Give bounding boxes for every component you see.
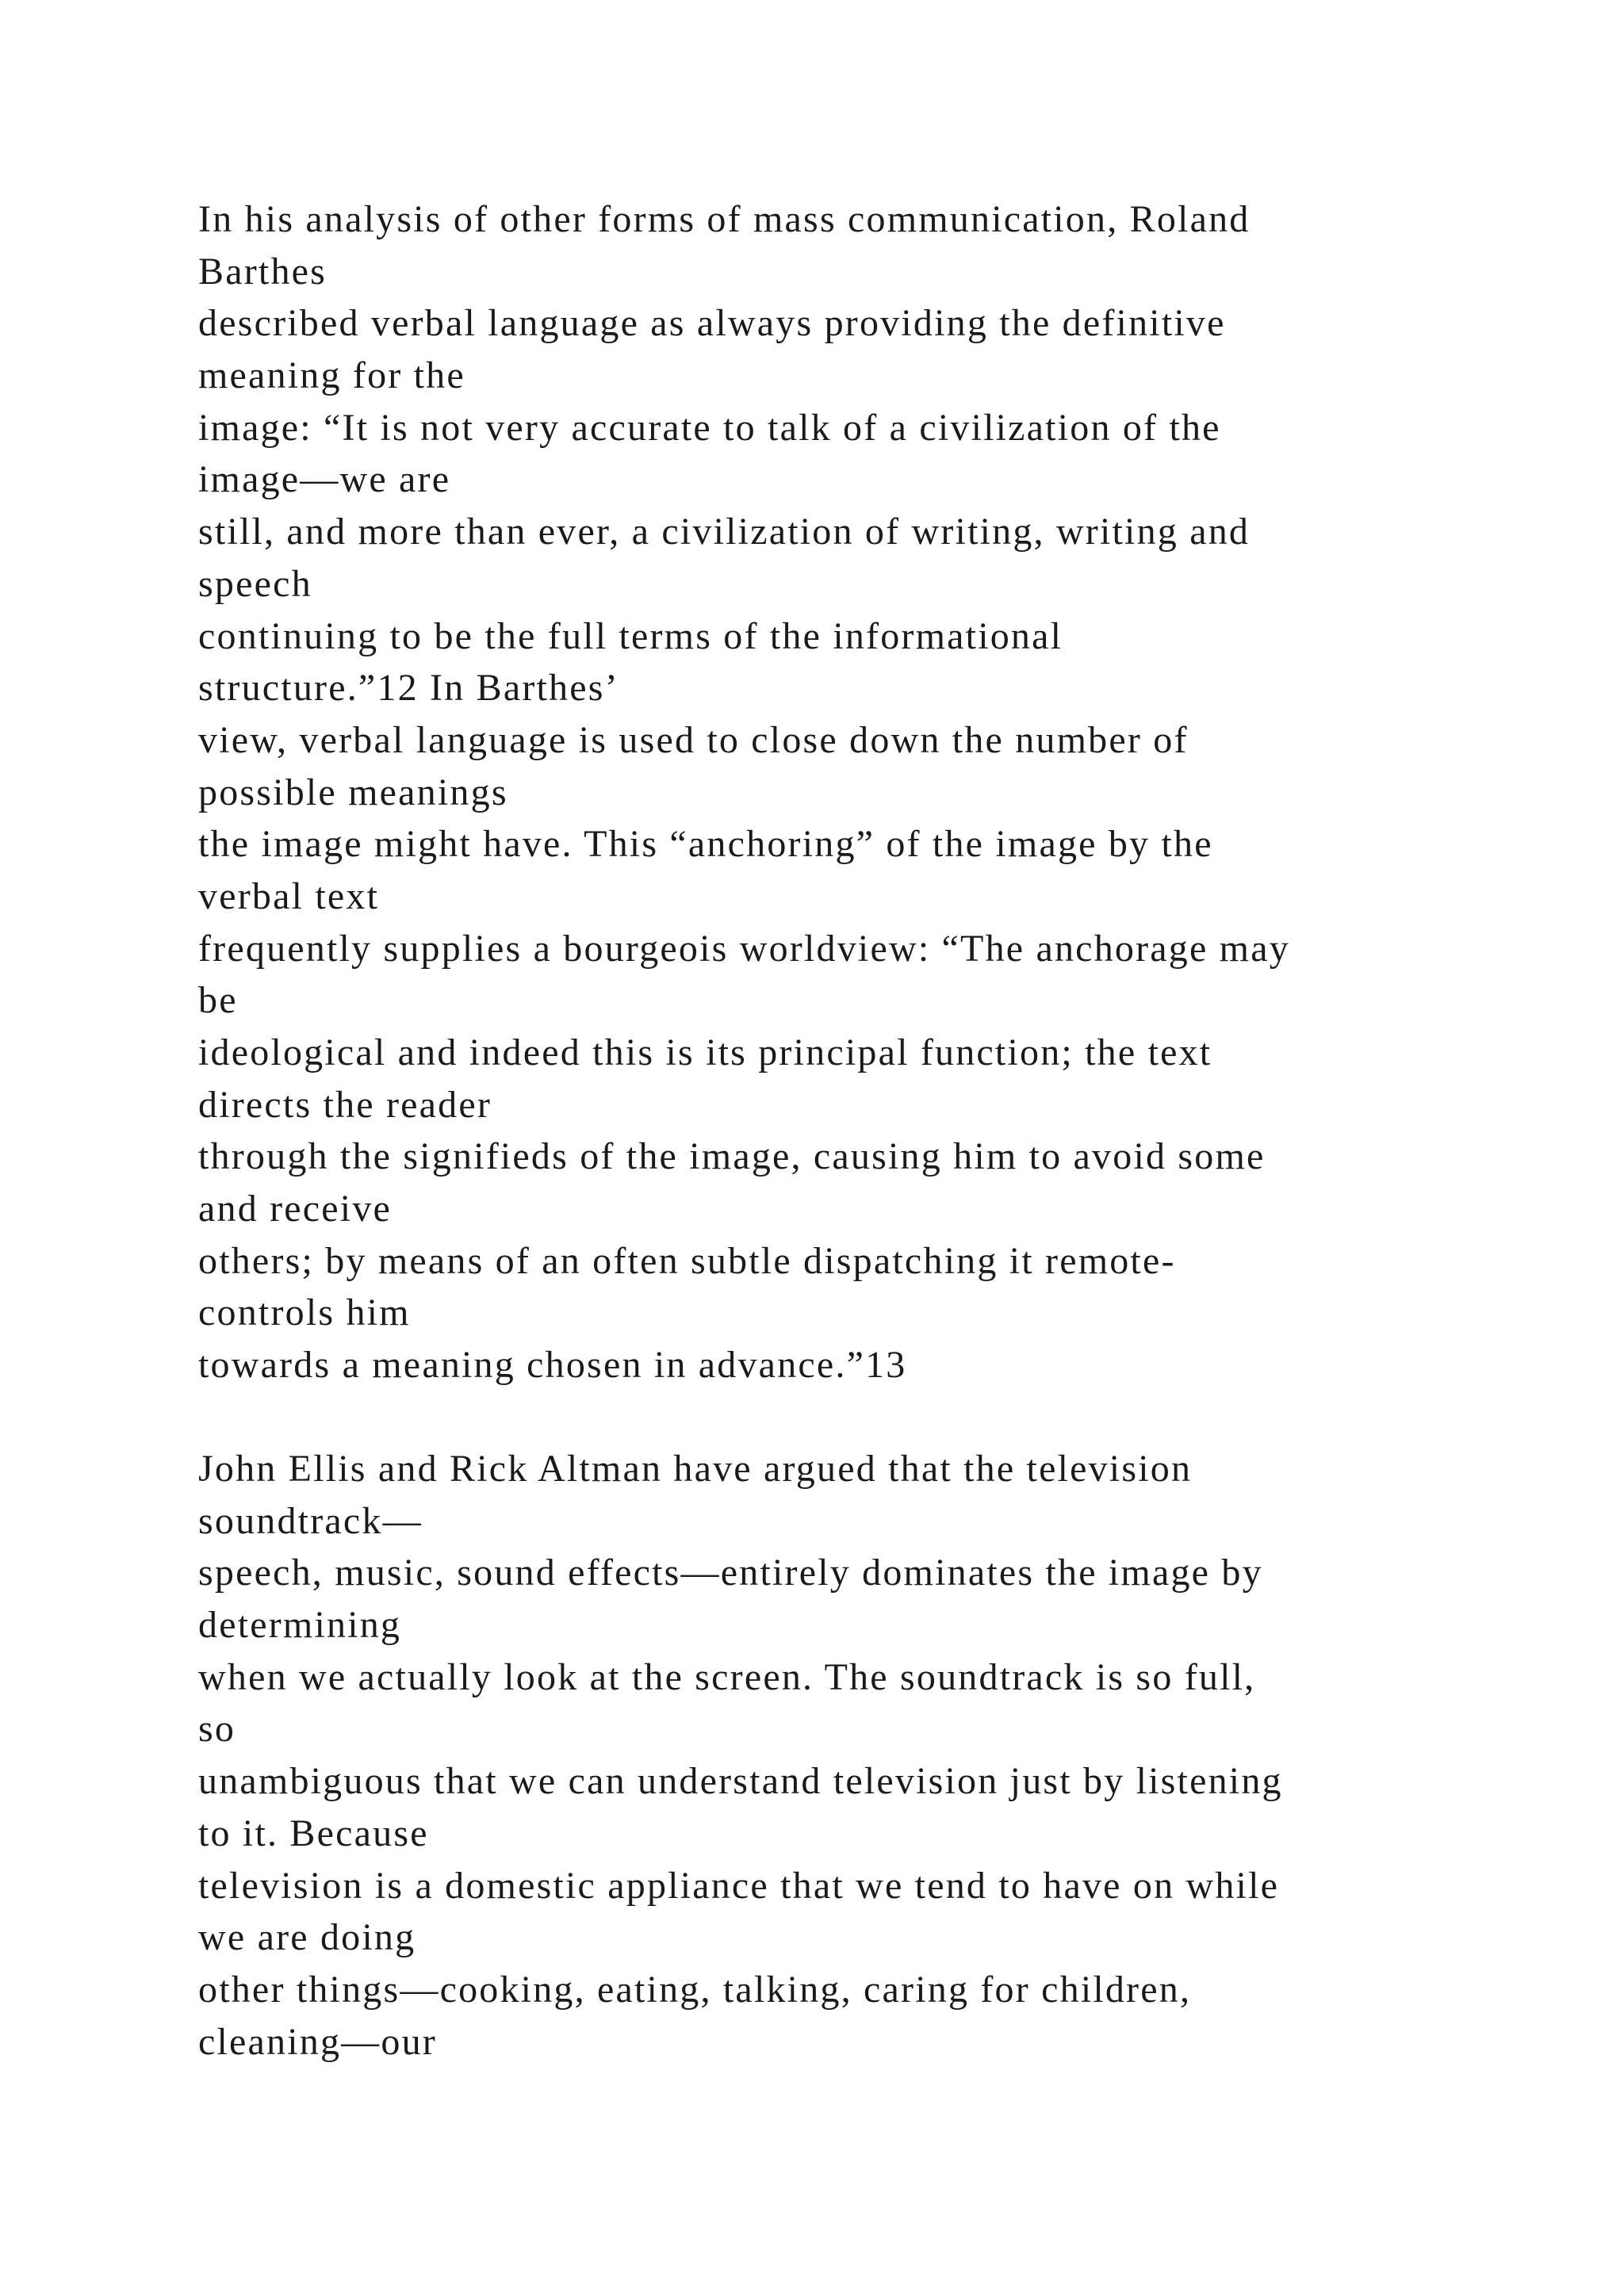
text-line: Barthes (198, 250, 327, 293)
text-line: verbal text (198, 874, 380, 917)
text-line: the image might have. This “anchoring” of the image by the (198, 823, 1213, 866)
text-line: towards a meaning chosen in advance.”13 (198, 1344, 907, 1387)
text-line: structure.”12 In Barthes’ (198, 667, 619, 710)
text-line: cleaning—our (198, 2020, 437, 2063)
text-line: still, and more than ever, a civilization of writing, writing and (198, 511, 1251, 553)
text-line: speech (198, 562, 312, 605)
text-line: unambiguous that we can understand television just by listening (198, 1760, 1283, 1803)
text-line: directs the reader (198, 1083, 492, 1126)
text-line: meaning for the (198, 354, 465, 397)
paragraph-ellis-altman (198, 1443, 1546, 2068)
text-line: ideological and indeed this is its principal function; the text (198, 1031, 1212, 1073)
text-line: possible meanings (198, 771, 508, 813)
text-line: when we actually look at the screen. The soundtrack is so full, (198, 1655, 1256, 1698)
text-line: television is a domestic appliance that we tend to have on while (198, 1864, 1280, 1907)
paragraph-barthes (198, 193, 1546, 1391)
text-line: determining (198, 1604, 402, 1647)
text-line: image: “It is not very accurate to talk of a civilization of the (198, 406, 1221, 449)
text-line: image—we are (198, 458, 451, 501)
text-line: and receive (198, 1188, 393, 1230)
text-line: so (198, 1708, 236, 1751)
text-line: In his analysis of other forms of mass communication, Roland (198, 198, 1251, 240)
text-line: described verbal language as always providing the definitive (198, 302, 1226, 345)
text-line: to it. Because (198, 1812, 429, 1854)
text-line: John Ellis and Rick Altman have argued that the television (198, 1448, 1193, 1490)
text-line: view, verbal language is used to close down the number of (198, 718, 1189, 761)
text-line: other things—cooking, eating, talking, caring for children, (198, 1968, 1192, 2011)
text-line: we are doing (198, 1916, 416, 1959)
text-line: be (198, 979, 238, 1022)
text-line: continuing to be the full terms of the informational (198, 614, 1063, 657)
text-line: soundtrack— (198, 1499, 423, 1542)
text-line: speech, music, sound effects—entirely dominates the image by (198, 1552, 1263, 1594)
text-line: frequently supplies a bourgeois worldview: “The anchorage may (198, 927, 1290, 970)
text-line: through the signifieds of the image, causing him to avoid some (198, 1135, 1266, 1178)
text-line: controls him (198, 1292, 411, 1334)
text-line: others; by means of an often subtle dispatching it remote- (198, 1239, 1176, 1282)
